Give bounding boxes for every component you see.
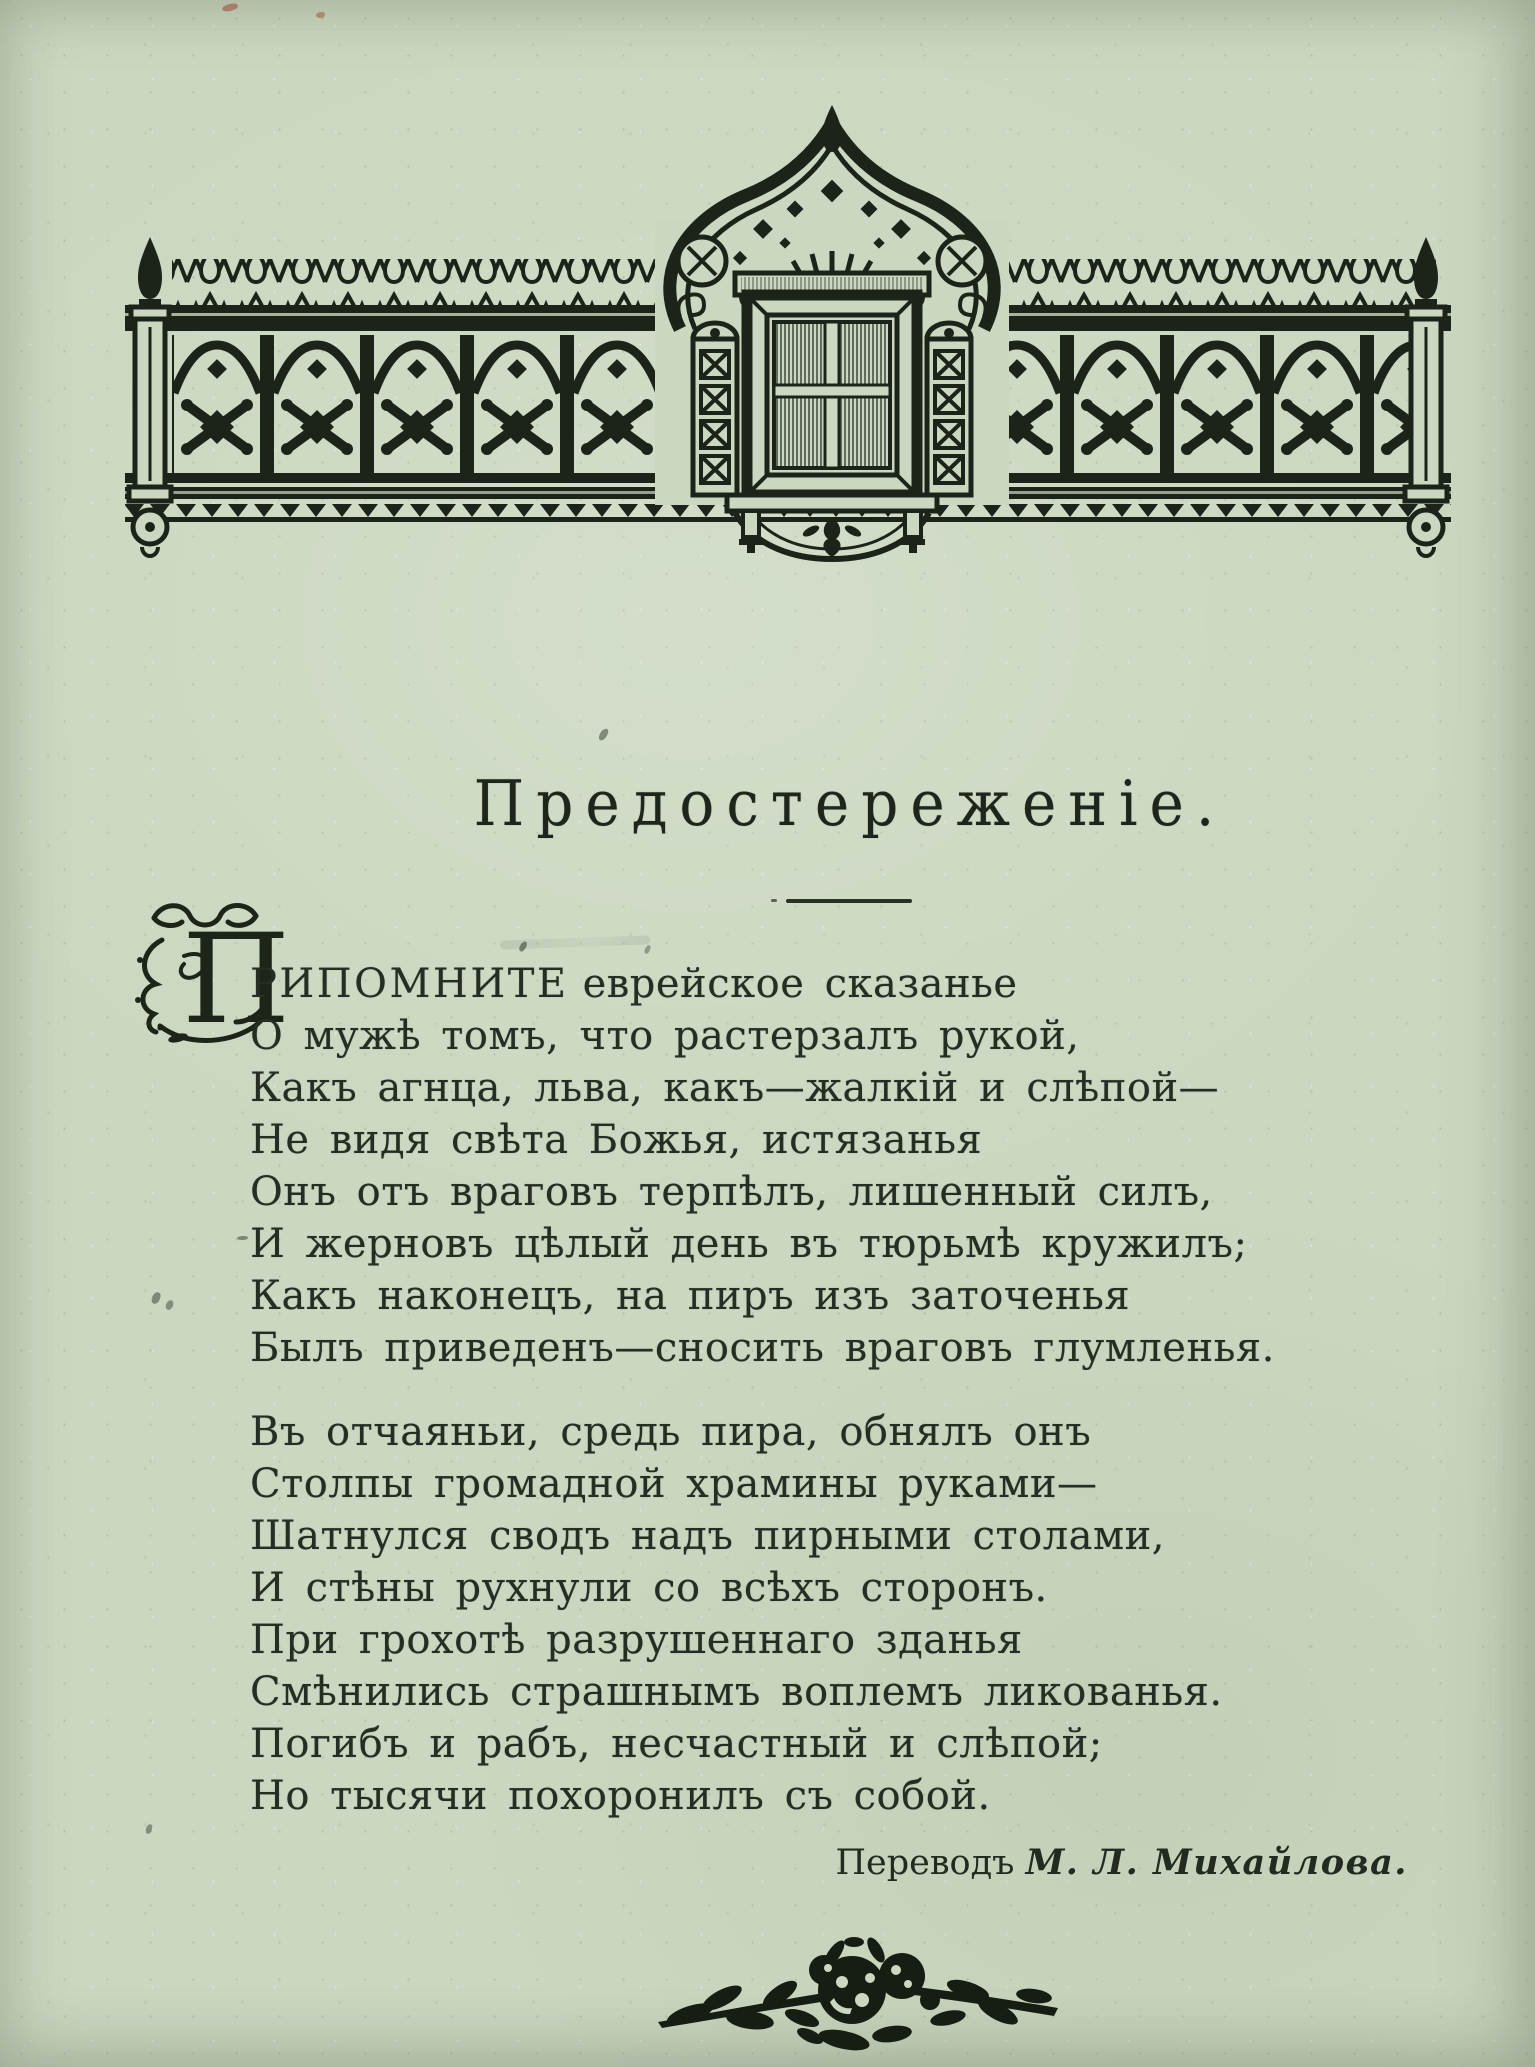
page-title: Предостереженіе.	[473, 766, 1227, 841]
poem-stanza-2	[250, 1406, 1340, 1822]
footer-floral-vignette	[638, 1928, 1078, 2063]
poem-line: О мужѣ томъ, что растерзалъ рукой,	[250, 1013, 1080, 1059]
poem-line: Смѣнились страшнымъ воплемъ ликованья.	[250, 1669, 1223, 1715]
lattice-band-right	[999, 331, 1436, 473]
ink-speck	[150, 1291, 161, 1305]
poem-stanza-1	[250, 958, 1340, 1374]
window-sill	[727, 495, 937, 511]
spike-finial	[822, 105, 842, 152]
ink-speck	[237, 1236, 248, 1240]
poem-line: И жерновъ цѣлый день въ тюрьмѣ кружилъ;	[250, 1221, 1248, 1267]
pillar-right	[927, 323, 971, 495]
ink-speck	[165, 1299, 175, 1311]
opening-line-rest: еврейское сказанье	[582, 961, 1018, 1007]
poem-line: Погибъ и рабъ, несчастный и слѣпой;	[250, 1721, 1103, 1767]
ink-speck	[644, 944, 652, 954]
poem-line: Онъ отъ враговъ терпѣлъ, лишенный силъ,	[250, 1169, 1213, 1215]
translator-attribution	[700, 1842, 1408, 1884]
poem-line: Не видя свѣта Божья, истязанья	[250, 1117, 983, 1163]
poem-line: Въ отчаяньи, средь пира, обнялъ онъ	[250, 1409, 1092, 1455]
poem-line: Какъ агнца, льва, какъ—жалкій и слѣпой—	[250, 1065, 1220, 1111]
translator-name: М. Л. Михайлова.	[1025, 1842, 1408, 1883]
lattice-band-left	[172, 331, 668, 473]
poem-line: Былъ приведенъ—сносить враговъ глумленья.	[250, 1325, 1275, 1371]
ink-speck	[222, 3, 239, 13]
drop-cap-letter: П	[182, 908, 291, 1052]
pillar-left	[693, 323, 737, 495]
ink-speck	[145, 1823, 153, 1834]
opening-word-caps: РИПОМНИТЕ	[250, 961, 569, 1007]
window-transom	[774, 385, 890, 397]
window	[727, 273, 937, 511]
poem-line: И стѣны рухнули со всѣхъ сторонъ.	[250, 1565, 1048, 1611]
ink-speck	[316, 12, 325, 18]
ink-speck	[597, 727, 609, 742]
poem-line: Столпы громадной храмины руками—	[250, 1461, 1098, 1507]
header-woodcut-ornament	[95, 103, 1481, 565]
poem-line: При грохотѣ разрушеннаго зданья	[250, 1617, 1023, 1663]
crest-row-right	[999, 259, 1436, 305]
poem-line: Шатнулся сводъ надъ пирными столами,	[250, 1513, 1165, 1559]
attribution-prefix: Переводъ	[835, 1843, 1026, 1883]
title-divider-rule	[786, 899, 912, 903]
poem-line: Но тысячи похоронилъ съ собой.	[250, 1773, 991, 1819]
crest-row-left	[172, 259, 668, 305]
poem-line: Какъ наконецъ, на пиръ изъ заточенья	[250, 1273, 1131, 1319]
poem-line	[250, 958, 1340, 1010]
